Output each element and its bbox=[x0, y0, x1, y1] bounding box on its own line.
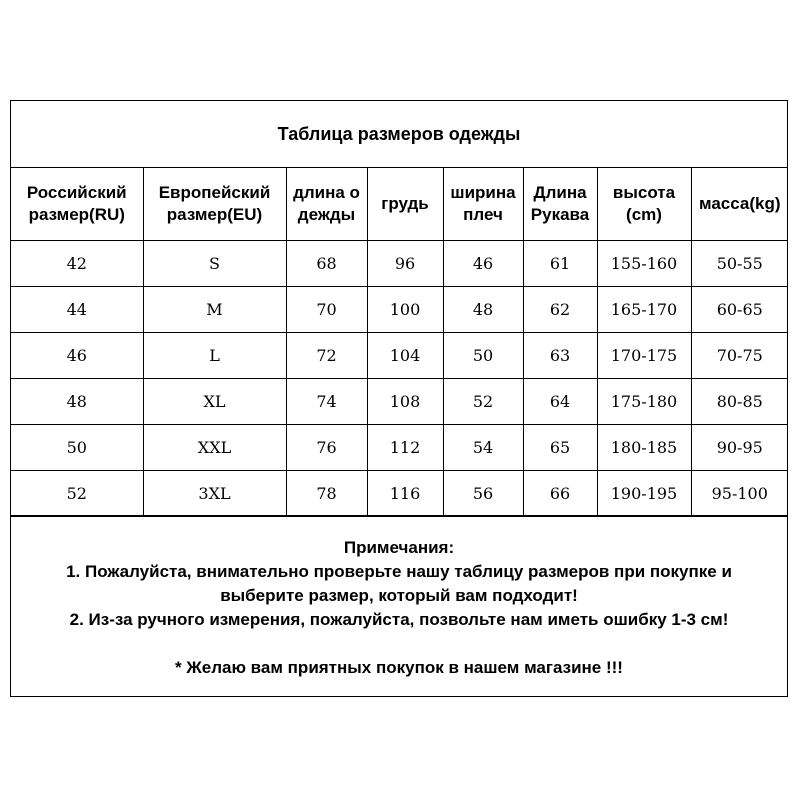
table-row bbox=[11, 241, 788, 287]
table-cell: 76 bbox=[286, 425, 367, 471]
table-cell: L bbox=[143, 333, 286, 379]
table-row bbox=[11, 287, 788, 333]
table-cell: 104 bbox=[367, 333, 443, 379]
table-cell: XXL bbox=[143, 425, 286, 471]
table-cell: 165-170 bbox=[597, 287, 691, 333]
table-cell: S bbox=[143, 241, 286, 287]
header-row bbox=[11, 168, 788, 241]
table-cell: 65 bbox=[523, 425, 597, 471]
table-cell: 54 bbox=[443, 425, 523, 471]
table-cell: 175-180 bbox=[597, 379, 691, 425]
chart-title: Таблица размеров одежды bbox=[11, 101, 787, 168]
table-cell: 74 bbox=[286, 379, 367, 425]
table-cell: 66 bbox=[523, 471, 597, 517]
table-cell: 50 bbox=[11, 425, 143, 471]
table-cell: 42 bbox=[11, 241, 143, 287]
header-shoulder: ширина плеч bbox=[443, 168, 523, 241]
header-chest: грудь bbox=[367, 168, 443, 241]
table-cell: 108 bbox=[367, 379, 443, 425]
header-sleeve: Длина Рукава bbox=[523, 168, 597, 241]
size-chart bbox=[10, 100, 788, 697]
table-cell: 64 bbox=[523, 379, 597, 425]
header-length: длина о дежды bbox=[286, 168, 367, 241]
table-row bbox=[11, 333, 788, 379]
table-row bbox=[11, 471, 788, 517]
table-cell: 46 bbox=[11, 333, 143, 379]
table-row bbox=[11, 379, 788, 425]
shopping-wish: * Желаю вам приятных покупок в нашем магазине !!! bbox=[175, 658, 623, 677]
notes-spacer bbox=[11, 632, 787, 656]
table-cell: 70 bbox=[286, 287, 367, 333]
header-ru-size: Российский размер(RU) bbox=[11, 168, 143, 241]
table-cell: 95-100 bbox=[691, 471, 788, 517]
note-1-line-b: выберите размер, который вам подходит! bbox=[220, 586, 578, 605]
size-table bbox=[11, 168, 788, 517]
table-cell: 48 bbox=[443, 287, 523, 333]
header-eu-size: Европейский размер(EU) bbox=[143, 168, 286, 241]
note-1-line-a: 1. Пожалуйста, внимательно проверьте нашу таблицу размеров при покупке и bbox=[66, 562, 732, 581]
table-cell: 70-75 bbox=[691, 333, 788, 379]
table-cell: 190-195 bbox=[597, 471, 691, 517]
table-cell: 90-95 bbox=[691, 425, 788, 471]
table-cell: 56 bbox=[443, 471, 523, 517]
table-cell: 170-175 bbox=[597, 333, 691, 379]
table-cell: 63 bbox=[523, 333, 597, 379]
table-cell: 50 bbox=[443, 333, 523, 379]
table-cell: 96 bbox=[367, 241, 443, 287]
table-cell: 50-55 bbox=[691, 241, 788, 287]
table-row bbox=[11, 425, 788, 471]
notes-heading: Примечания: bbox=[343, 538, 455, 557]
table-cell: 46 bbox=[443, 241, 523, 287]
table-cell: 62 bbox=[523, 287, 597, 333]
table-cell: 48 bbox=[11, 379, 143, 425]
table-cell: M bbox=[143, 287, 286, 333]
notes-section bbox=[11, 515, 787, 698]
table-cell: 78 bbox=[286, 471, 367, 517]
table-cell: 116 bbox=[367, 471, 443, 517]
header-weight: масса(kg) bbox=[691, 168, 788, 241]
table-cell: 44 bbox=[11, 287, 143, 333]
table-cell: 68 bbox=[286, 241, 367, 287]
table-cell: 61 bbox=[523, 241, 597, 287]
table-cell: 180-185 bbox=[597, 425, 691, 471]
table-cell: 60-65 bbox=[691, 287, 788, 333]
table-cell: 112 bbox=[367, 425, 443, 471]
header-height: высота (cm) bbox=[597, 168, 691, 241]
table-cell: 3XL bbox=[143, 471, 286, 517]
table-cell: 100 bbox=[367, 287, 443, 333]
table-cell: 80-85 bbox=[691, 379, 788, 425]
table-cell: 52 bbox=[11, 471, 143, 517]
table-cell: 52 bbox=[443, 379, 523, 425]
table-cell: 72 bbox=[286, 333, 367, 379]
table-cell: XL bbox=[143, 379, 286, 425]
note-2: 2. Из-за ручного измерения, пожалуйста, позвольте нам иметь ошибку 1-3 см! bbox=[69, 610, 729, 629]
table-cell: 155-160 bbox=[597, 241, 691, 287]
